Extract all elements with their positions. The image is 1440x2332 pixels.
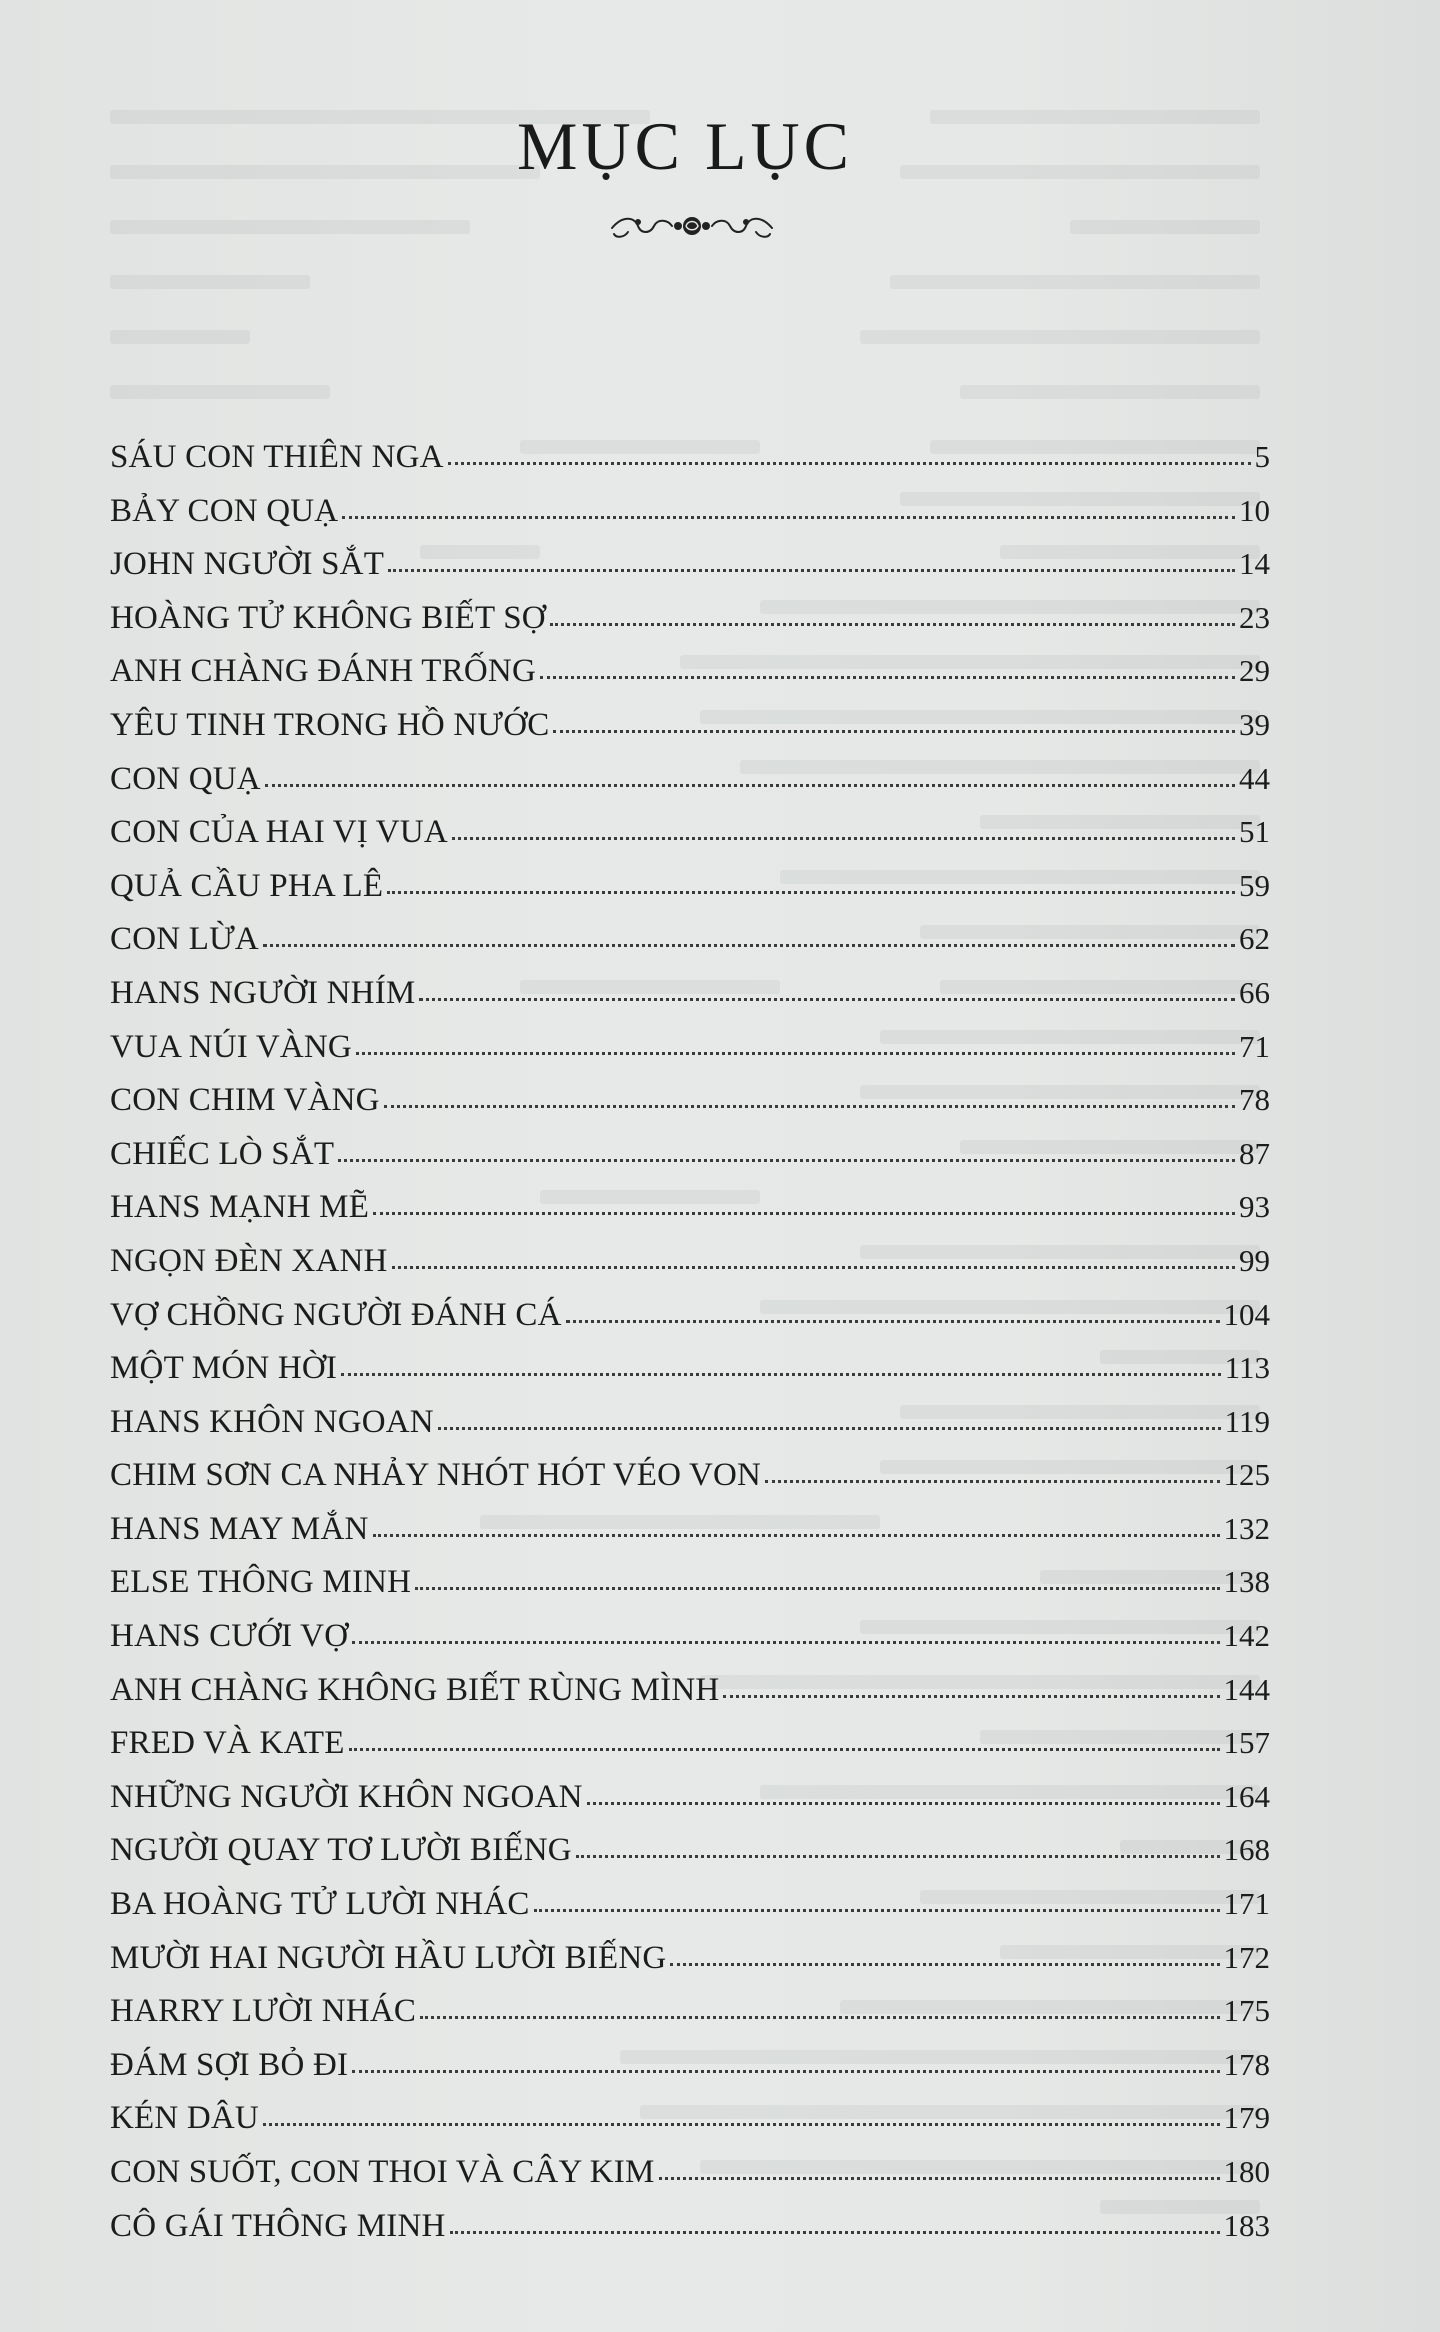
dot-leader bbox=[566, 1314, 1220, 1323]
dot-leader bbox=[338, 1153, 1235, 1162]
toc-entry-title: SÁU CON THIÊN NGA bbox=[110, 439, 444, 475]
toc-entry-title: KÉN DÂU bbox=[110, 2100, 259, 2137]
toc-entry-page-number: 78 bbox=[1239, 1082, 1270, 1118]
toc-entry bbox=[110, 1555, 1270, 1609]
dot-leader bbox=[765, 1474, 1219, 1483]
dot-leader bbox=[550, 617, 1235, 626]
dot-leader bbox=[452, 831, 1235, 840]
toc-entry-page-number: 171 bbox=[1223, 1886, 1270, 1922]
toc-entry bbox=[110, 1288, 1270, 1342]
dot-leader bbox=[349, 1742, 1220, 1751]
toc-entry-page-number: 5 bbox=[1254, 439, 1270, 474]
toc-entry bbox=[110, 644, 1270, 698]
toc-entry-page-number: 168 bbox=[1223, 1832, 1270, 1868]
toc-entry-page-number: 39 bbox=[1239, 706, 1270, 742]
toc-entry-page-number: 93 bbox=[1239, 1189, 1270, 1225]
toc-entry-title: HANS MẠNH MẼ bbox=[110, 1189, 370, 1226]
dot-leader bbox=[387, 885, 1235, 894]
dot-leader bbox=[587, 1796, 1220, 1805]
toc-entry bbox=[110, 1877, 1270, 1931]
toc-entry bbox=[110, 912, 1270, 966]
toc-entry-page-number: 125 bbox=[1223, 1457, 1270, 1493]
dot-leader bbox=[352, 1635, 1219, 1644]
dot-leader bbox=[670, 1957, 1219, 1966]
toc-entry bbox=[110, 2091, 1270, 2145]
toc-entry bbox=[110, 484, 1270, 538]
toc-entry-title: HARRY LƯỜI NHÁC bbox=[110, 1993, 417, 2030]
toc-entry-title: VUA NÚI VÀNG bbox=[110, 1028, 352, 1065]
toc-entry-title: YÊU TINH TRONG HỒ NƯỚC bbox=[110, 706, 550, 743]
toc-entry bbox=[110, 1502, 1270, 1556]
toc-entry bbox=[110, 1073, 1270, 1127]
toc-entry bbox=[110, 752, 1270, 806]
toc-entry-title: HANS CƯỚI VỢ bbox=[110, 1618, 349, 1655]
toc-entry bbox=[110, 1716, 1270, 1770]
dot-leader bbox=[576, 1849, 1220, 1858]
toc-entry-title: MƯỜI HAI NGƯỜI HẦU LƯỜI BIẾNG bbox=[110, 1939, 667, 1976]
dot-leader bbox=[373, 1528, 1220, 1537]
toc-entry-title: JOHN NGƯỜI SẮT bbox=[110, 546, 385, 583]
toc-entry bbox=[110, 805, 1270, 859]
toc-entry-page-number: 180 bbox=[1223, 2154, 1270, 2189]
toc-entry-page-number: 172 bbox=[1223, 1939, 1270, 1975]
toc-entry-title: MỘT MÓN HỜI bbox=[110, 1350, 338, 1387]
dot-leader bbox=[659, 2171, 1220, 2180]
toc-entry bbox=[110, 430, 1270, 484]
toc-entry bbox=[110, 2199, 1270, 2253]
toc-entry-page-number: 62 bbox=[1239, 921, 1270, 957]
toc-entry bbox=[110, 1180, 1270, 1234]
toc-entry-page-number: 14 bbox=[1239, 546, 1270, 582]
toc-entry bbox=[110, 1770, 1270, 1824]
toc-entry bbox=[110, 1127, 1270, 1181]
toc-entry-page-number: 51 bbox=[1239, 814, 1270, 850]
toc-entry-page-number: 132 bbox=[1223, 1510, 1270, 1546]
dot-leader bbox=[438, 1421, 1221, 1430]
toc-entry-page-number: 119 bbox=[1224, 1403, 1270, 1439]
dot-leader bbox=[415, 1581, 1219, 1590]
toc-entry-page-number: 71 bbox=[1239, 1028, 1270, 1064]
dot-leader bbox=[392, 1260, 1235, 1269]
toc-entry-page-number: 10 bbox=[1239, 492, 1270, 528]
toc-entry bbox=[110, 1020, 1270, 1074]
toc-entry-page-number: 23 bbox=[1239, 599, 1270, 635]
toc-entry bbox=[110, 2038, 1270, 2092]
toc-entry bbox=[110, 1931, 1270, 1985]
table-of-contents bbox=[110, 430, 1270, 2252]
toc-entry-title: ANH CHÀNG KHÔNG BIẾT RÙNG MÌNH bbox=[110, 1671, 720, 1708]
toc-entry-title: ELSE THÔNG MINH bbox=[110, 1564, 412, 1601]
toc-entry-page-number: 138 bbox=[1223, 1564, 1270, 1600]
toc-entry bbox=[110, 859, 1270, 913]
floral-divider-icon bbox=[608, 208, 776, 244]
toc-entry-page-number: 164 bbox=[1223, 1778, 1270, 1814]
toc-entry-page-number: 157 bbox=[1223, 1725, 1270, 1761]
dot-leader bbox=[723, 1689, 1219, 1698]
toc-entry bbox=[110, 1984, 1270, 2038]
toc-entry-title: VỢ CHỒNG NGƯỜI ĐÁNH CÁ bbox=[110, 1296, 562, 1333]
toc-entry-page-number: 104 bbox=[1223, 1296, 1270, 1332]
dot-leader bbox=[263, 938, 1235, 947]
toc-entry-page-number: 178 bbox=[1223, 2046, 1270, 2082]
dot-leader bbox=[352, 2064, 1219, 2073]
dot-leader bbox=[263, 2117, 1220, 2126]
dot-leader bbox=[388, 563, 1235, 572]
page-header bbox=[0, 108, 1440, 184]
toc-entry-title: NHỮNG NGƯỜI KHÔN NGOAN bbox=[110, 1778, 583, 1815]
toc-entry-title: CON SUỐT, CON THOI VÀ CÂY KIM bbox=[110, 2154, 655, 2190]
dot-leader bbox=[420, 2010, 1219, 2019]
dot-leader bbox=[265, 778, 1235, 787]
toc-entry-title: CON CHIM VÀNG bbox=[110, 1082, 380, 1119]
toc-entry-title: CON CỦA HAI VỊ VUA bbox=[110, 814, 448, 851]
dot-leader bbox=[419, 992, 1235, 1001]
toc-entry-title: HANS MAY MẮN bbox=[110, 1510, 369, 1547]
toc-entry-page-number: 44 bbox=[1239, 760, 1270, 796]
toc-entry-title: HANS KHÔN NGOAN bbox=[110, 1403, 434, 1440]
toc-entry-page-number: 142 bbox=[1223, 1618, 1270, 1654]
dot-leader bbox=[341, 1367, 1221, 1376]
toc-entry bbox=[110, 1395, 1270, 1449]
toc-entry-page-number: 99 bbox=[1239, 1242, 1270, 1278]
dot-leader bbox=[553, 724, 1235, 733]
toc-entry bbox=[110, 966, 1270, 1020]
toc-entry bbox=[110, 2145, 1270, 2199]
toc-entry-title: FRED VÀ KATE bbox=[110, 1725, 345, 1762]
page-title: MỤC LỤC bbox=[517, 108, 853, 184]
toc-entry-title: ANH CHÀNG ĐÁNH TRỐNG bbox=[110, 653, 536, 690]
toc-entry-title: HOÀNG TỬ KHÔNG BIẾT SỢ bbox=[110, 599, 546, 636]
toc-entry bbox=[110, 591, 1270, 645]
toc-entry-title: HANS NGƯỜI NHÍM bbox=[110, 974, 416, 1011]
toc-entry-page-number: 175 bbox=[1223, 1993, 1270, 2029]
toc-entry bbox=[110, 1341, 1270, 1395]
dot-leader bbox=[534, 1903, 1220, 1912]
dot-leader bbox=[450, 2225, 1220, 2234]
toc-entry bbox=[110, 1234, 1270, 1288]
toc-entry-page-number: 144 bbox=[1223, 1671, 1270, 1707]
toc-entry-page-number: 113 bbox=[1224, 1350, 1270, 1386]
dot-leader bbox=[448, 456, 1251, 465]
toc-entry-title: CHIM SƠN CA NHẢY NHÓT HÓT VÉO VON bbox=[110, 1457, 762, 1494]
toc-entry-page-number: 179 bbox=[1223, 2100, 1270, 2136]
toc-entry-title: NGỌN ĐÈN XANH bbox=[110, 1242, 388, 1279]
toc-entry-page-number: 66 bbox=[1239, 974, 1270, 1010]
dot-leader bbox=[373, 1206, 1235, 1215]
dot-leader bbox=[356, 1046, 1235, 1055]
toc-entry bbox=[110, 1609, 1270, 1663]
toc-entry-title: QUẢ CẦU PHA LÊ bbox=[110, 867, 384, 904]
toc-entry-title: CON QUẠ bbox=[110, 760, 261, 797]
dot-leader bbox=[342, 510, 1235, 519]
toc-entry-page-number: 87 bbox=[1239, 1135, 1270, 1171]
toc-entry bbox=[110, 698, 1270, 752]
dot-leader bbox=[540, 670, 1235, 679]
toc-entry bbox=[110, 1663, 1270, 1717]
toc-entry-page-number: 59 bbox=[1239, 867, 1270, 903]
toc-entry-title: CHIẾC LÒ SẮT bbox=[110, 1135, 335, 1172]
toc-entry-title: CÔ GÁI THÔNG MINH bbox=[110, 2207, 446, 2244]
toc-entry bbox=[110, 1823, 1270, 1877]
toc-entry-title: ĐÁM SỢI BỎ ĐI bbox=[110, 2046, 349, 2083]
toc-entry bbox=[110, 537, 1270, 591]
toc-entry-title: CON LỪA bbox=[110, 921, 259, 958]
toc-entry-page-number: 183 bbox=[1223, 2207, 1270, 2243]
toc-entry-title: NGƯỜI QUAY TƠ LƯỜI BIẾNG bbox=[110, 1832, 572, 1869]
dot-leader bbox=[384, 1099, 1235, 1108]
toc-entry-title: BA HOÀNG TỬ LƯỜI NHÁC bbox=[110, 1886, 530, 1923]
toc-entry bbox=[110, 1448, 1270, 1502]
toc-entry-title: BẢY CON QUẠ bbox=[110, 492, 339, 529]
toc-entry-page-number: 29 bbox=[1239, 653, 1270, 689]
